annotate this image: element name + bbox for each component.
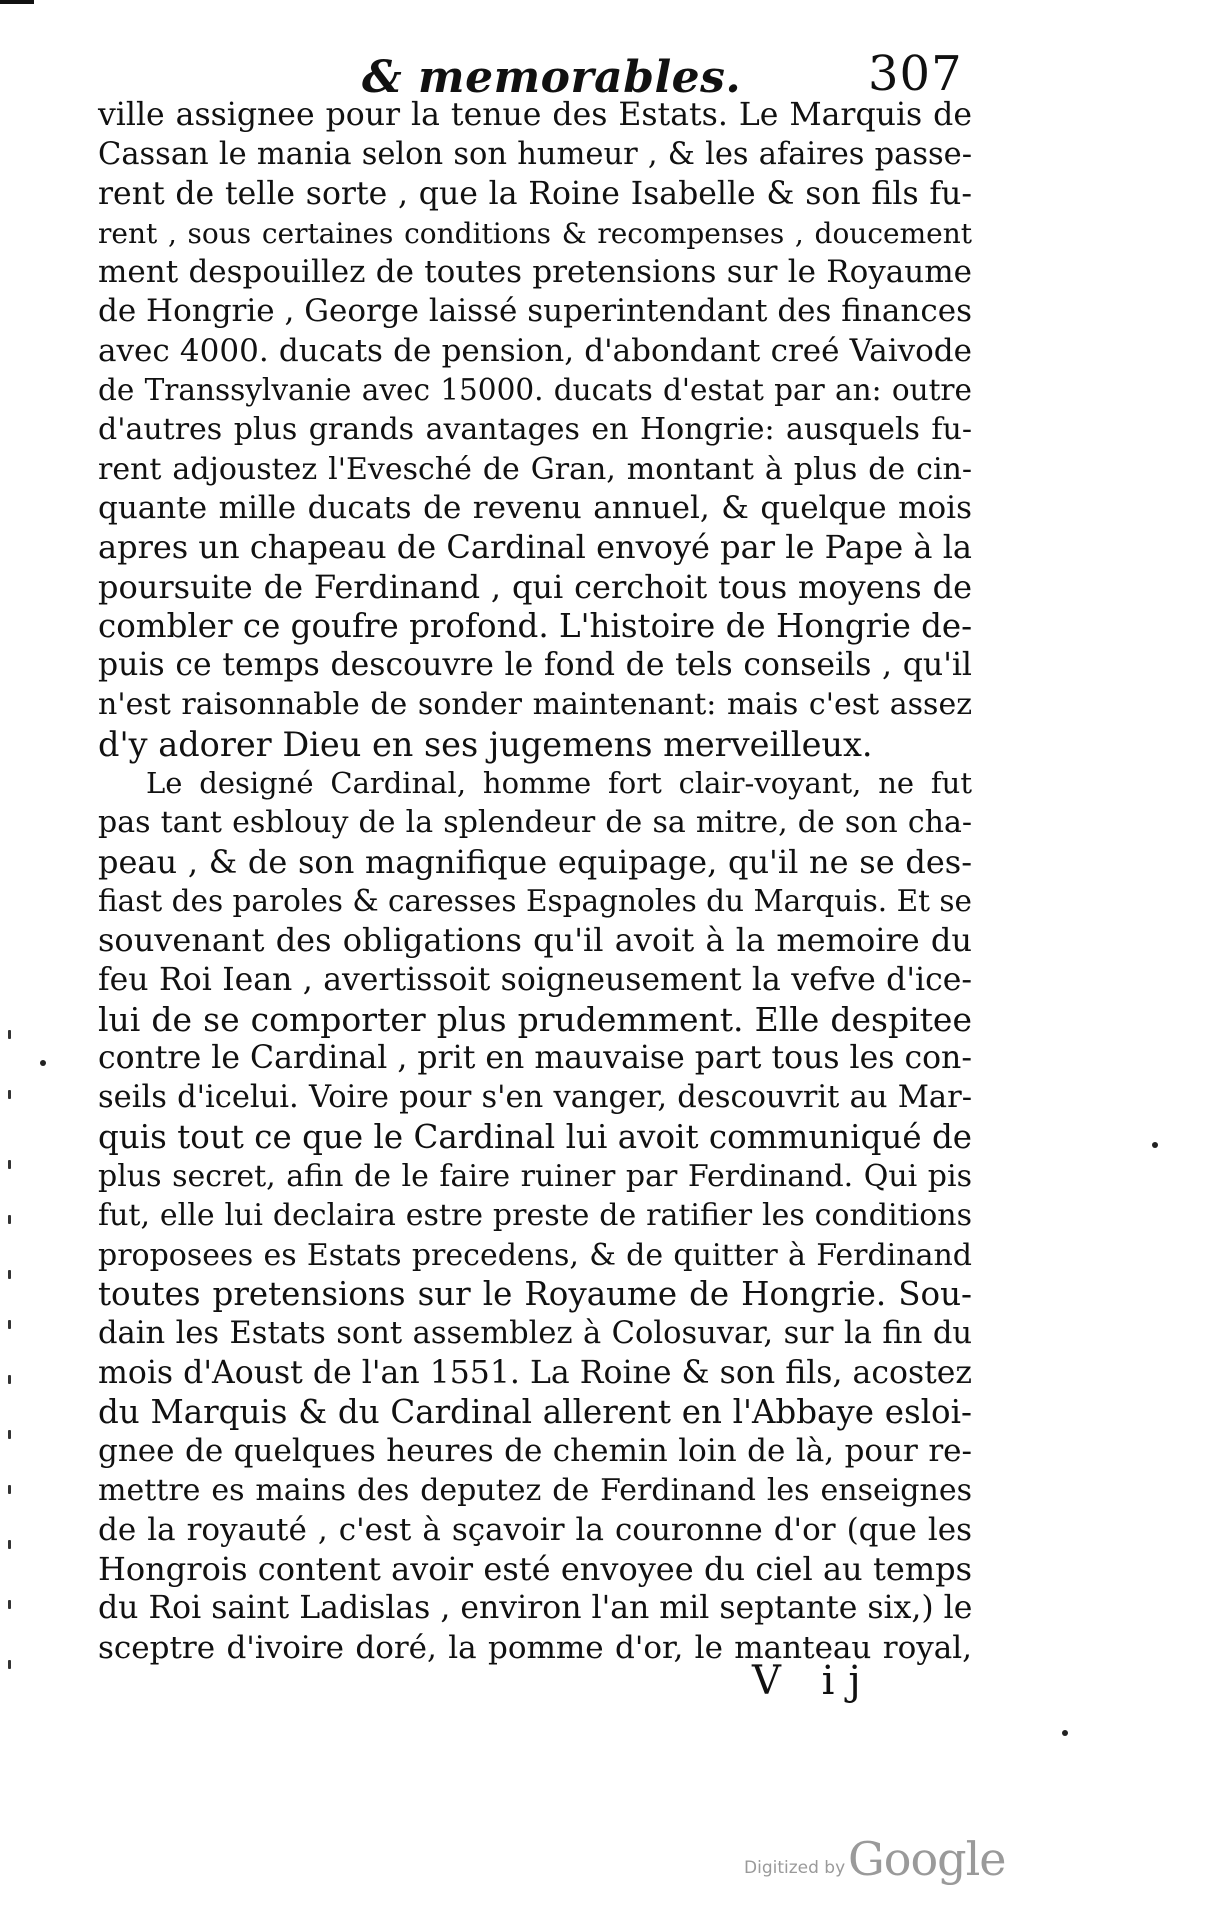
text-line: dain les Estats sont assemblez à Colosuvar, sur la fin du bbox=[98, 1316, 972, 1352]
text-line: puis ce temps descouvre le fond de tels conseils , qu'il bbox=[98, 647, 972, 684]
digitization-watermark bbox=[744, 1832, 1044, 1892]
gutter-mark bbox=[8, 1540, 11, 1549]
text-line: contre le Cardinal , prit en mauvaise part tous les con- bbox=[98, 1040, 972, 1077]
signature-mark: V ij bbox=[752, 1658, 875, 1704]
running-title: & memorables. bbox=[362, 52, 742, 103]
text-line: mettre es mains des deputez de Ferdinand les enseignes bbox=[98, 1473, 972, 1509]
text-line: fut, elle lui declaira estre preste de ratifier les conditions bbox=[98, 1198, 972, 1234]
text-line: Cassan le mania selon son humeur , & les afaires passe- bbox=[98, 137, 972, 173]
watermark-brand-logo: Google bbox=[848, 1832, 1006, 1886]
text-line: gnee de quelques heures de chemin loin de là, pour re- bbox=[98, 1433, 972, 1470]
text-line: rent adjoustez l'Evesché de Gran, montant à plus de cin- bbox=[98, 451, 972, 487]
text-line: plus secret, afin de le faire ruiner par Ferdinand. Qui pis bbox=[98, 1159, 972, 1195]
text-line: de Transsylvanie avec 15000. ducats d'estat par an: outre bbox=[98, 373, 972, 408]
text-line: feu Roi Iean , avertissoit soigneusement la vefve d'ice- bbox=[98, 961, 972, 998]
corner-scan-mark bbox=[0, 0, 34, 4]
text-line: rent , sous certaines conditions & recompenses , doucement bbox=[98, 216, 972, 250]
text-line: du Roi saint Ladislas , environ l'an mil septante six,) le bbox=[98, 1590, 973, 1627]
ink-speck bbox=[40, 1060, 46, 1066]
text-line: rent de telle sorte , que la Roine Isabelle & son fils fu- bbox=[98, 175, 972, 212]
watermark-prefix: Digitized by bbox=[744, 1858, 846, 1878]
gutter-mark bbox=[8, 1090, 11, 1099]
text-line: n'est raisonnable de sonder maintenant: mais c'est assez bbox=[98, 687, 972, 723]
text-line: ville assignee pour la tenue des Estats. Le Marquis de bbox=[98, 97, 972, 133]
text-line: peau , & de son magnifique equipage, qu'il ne se des- bbox=[98, 842, 972, 881]
text-line: toutes pretensions sur le Royaume de Hongrie. Sou- bbox=[98, 1274, 972, 1313]
gutter-mark bbox=[8, 1430, 11, 1439]
text-line: quis tout ce que le Cardinal lui avoit communiqué de bbox=[98, 1117, 972, 1156]
gutter-mark bbox=[8, 1660, 11, 1669]
text-line: d'autres plus grands avantages en Hongrie: ausquels fu- bbox=[98, 412, 972, 448]
ink-speck bbox=[1152, 1142, 1158, 1148]
gutter-mark bbox=[8, 1485, 11, 1494]
text-line: ment despouillez de toutes pretensions sur le Royaume bbox=[98, 254, 972, 291]
text-line: Hongrois content avoir esté envoyee du ciel au temps bbox=[98, 1549, 972, 1588]
text-line: souvenant des obligations qu'il avoit à la memoire du bbox=[98, 921, 972, 960]
text-line: du Marquis & du Cardinal allerent en l'Abbaye esloi- bbox=[98, 1392, 972, 1431]
text-line: mois d'Aoust de l'an 1551. La Roine & son fils, acostez bbox=[98, 1354, 972, 1391]
text-line: seils d'icelui. Voire pour s'en vanger, descouvrit au Mar- bbox=[98, 1080, 972, 1116]
gutter-bleed-marks bbox=[2, 1030, 22, 1730]
gutter-mark bbox=[8, 1375, 11, 1384]
gutter-mark bbox=[8, 1320, 11, 1329]
ink-speck bbox=[1062, 1730, 1068, 1736]
gutter-mark bbox=[8, 1215, 11, 1224]
gutter-mark bbox=[8, 1270, 11, 1279]
text-line: de la royauté , c'est à sçavoir la couronne d'or (que les bbox=[98, 1511, 972, 1548]
page-number: 307 bbox=[868, 46, 963, 102]
text-line: sceptre d'ivoire doré, la pomme d'or, le manteau royal, bbox=[98, 1629, 972, 1666]
gutter-mark bbox=[8, 1160, 11, 1169]
gutter-mark bbox=[8, 1030, 11, 1039]
text-line: quante mille ducats de revenu annuel, & quelque mois bbox=[98, 489, 972, 526]
body-text bbox=[98, 96, 972, 1668]
gutter-mark bbox=[8, 1600, 11, 1609]
text-line: lui de se comporter plus prudemment. Elle despitee bbox=[98, 999, 972, 1039]
paragraph-end-line: d'y adorer Dieu en ses jugemens merveilleux. bbox=[98, 724, 873, 764]
text-line: pas tant esblouy de la splendeur de sa mitre, de son cha- bbox=[98, 805, 972, 841]
text-line: poursuite de Ferdinand , qui cerchoit tous moyens de bbox=[98, 567, 972, 606]
text-line: combler ce goufre profond. L'histoire de Hongrie de- bbox=[98, 606, 973, 645]
text-line: de Hongrie , George laissé superintendant des finances bbox=[98, 293, 972, 330]
paragraph-start-line: Le designé Cardinal, homme fort clair-voyant, ne fut bbox=[146, 766, 972, 801]
text-line: avec 4000. ducats de pension, d'abondant creé Vaivode bbox=[98, 332, 972, 369]
text-line: fiast des paroles & caresses Espagnoles du Marquis. Et se bbox=[98, 883, 972, 918]
text-line: apres un chapeau de Cardinal envoyé par le Pape à la bbox=[98, 528, 972, 567]
text-line: proposees es Estats precedens, & de quitter à Ferdinand bbox=[98, 1237, 972, 1273]
